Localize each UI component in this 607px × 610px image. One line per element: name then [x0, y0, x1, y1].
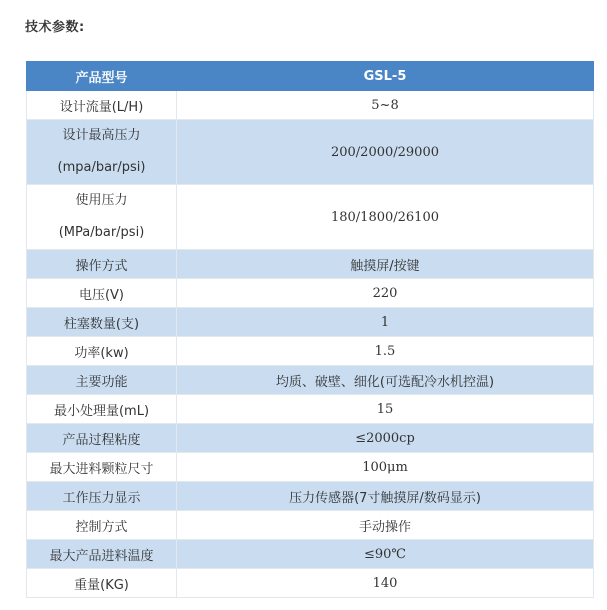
row-label: [27, 120, 177, 185]
table-row: [27, 511, 594, 540]
table-row: [27, 540, 594, 569]
row-value: ≤90℃: [177, 540, 594, 569]
table-row: [27, 337, 594, 366]
row-value: 200/2000/29000: [177, 120, 594, 185]
row-value: 1.5: [177, 337, 594, 366]
row-label: 最大进料颗粒尺寸: [27, 453, 177, 482]
row-value: 220: [177, 279, 594, 308]
table-row: [27, 482, 594, 511]
table-header-row: [27, 62, 594, 91]
table-row: [27, 279, 594, 308]
table-row: [27, 453, 594, 482]
section-title: 技术参数:: [25, 20, 85, 35]
table-row: [27, 120, 594, 185]
row-value: 触摸屏/按键: [177, 250, 594, 279]
spec-table: [26, 61, 594, 598]
row-value: 1: [177, 308, 594, 337]
row-label: 产品过程粘度: [27, 424, 177, 453]
row-label: 工作压力显示: [27, 482, 177, 511]
row-label: 电压(V): [27, 279, 177, 308]
table-row: [27, 395, 594, 424]
row-label-line1: 设计最高压力: [62, 128, 141, 143]
row-label-line1: 使用压力: [75, 193, 128, 208]
row-value: 手动操作: [177, 511, 594, 540]
row-label: 最大产品进料温度: [27, 540, 177, 569]
row-label: 主要功能: [27, 366, 177, 395]
row-label-line2: (mpa/bar/psi): [57, 160, 146, 175]
row-label: 柱塞数量(支): [27, 308, 177, 337]
table-row: [27, 185, 594, 250]
row-label: 功率(kw): [27, 337, 177, 366]
row-value: 140: [177, 569, 594, 598]
row-value: 压力传感器(7寸触摸屏/数码显示): [177, 482, 594, 511]
table-row: [27, 569, 594, 598]
table-row: [27, 424, 594, 453]
row-label: 重量(KG): [27, 569, 177, 598]
table-row: [27, 308, 594, 337]
table-row: [27, 366, 594, 395]
row-label: [27, 185, 177, 250]
table-row: [27, 91, 594, 120]
row-value: 均质、破壁、细化(可选配冷水机控温): [177, 366, 594, 395]
header-label: 产品型号: [27, 62, 177, 91]
row-value: 5~8: [177, 91, 594, 120]
row-label-line2: (MPa/bar/psi): [58, 225, 145, 240]
row-value: 15: [177, 395, 594, 424]
row-label: 设计流量(L/H): [27, 91, 177, 120]
row-label: 最小处理量(mL): [27, 395, 177, 424]
row-value: ≤2000cp: [177, 424, 594, 453]
row-value: 100μm: [177, 453, 594, 482]
table-row: [27, 250, 594, 279]
row-label: 控制方式: [27, 511, 177, 540]
header-value: GSL-5: [177, 62, 594, 91]
row-label: 操作方式: [27, 250, 177, 279]
row-value: 180/1800/26100: [177, 185, 594, 250]
